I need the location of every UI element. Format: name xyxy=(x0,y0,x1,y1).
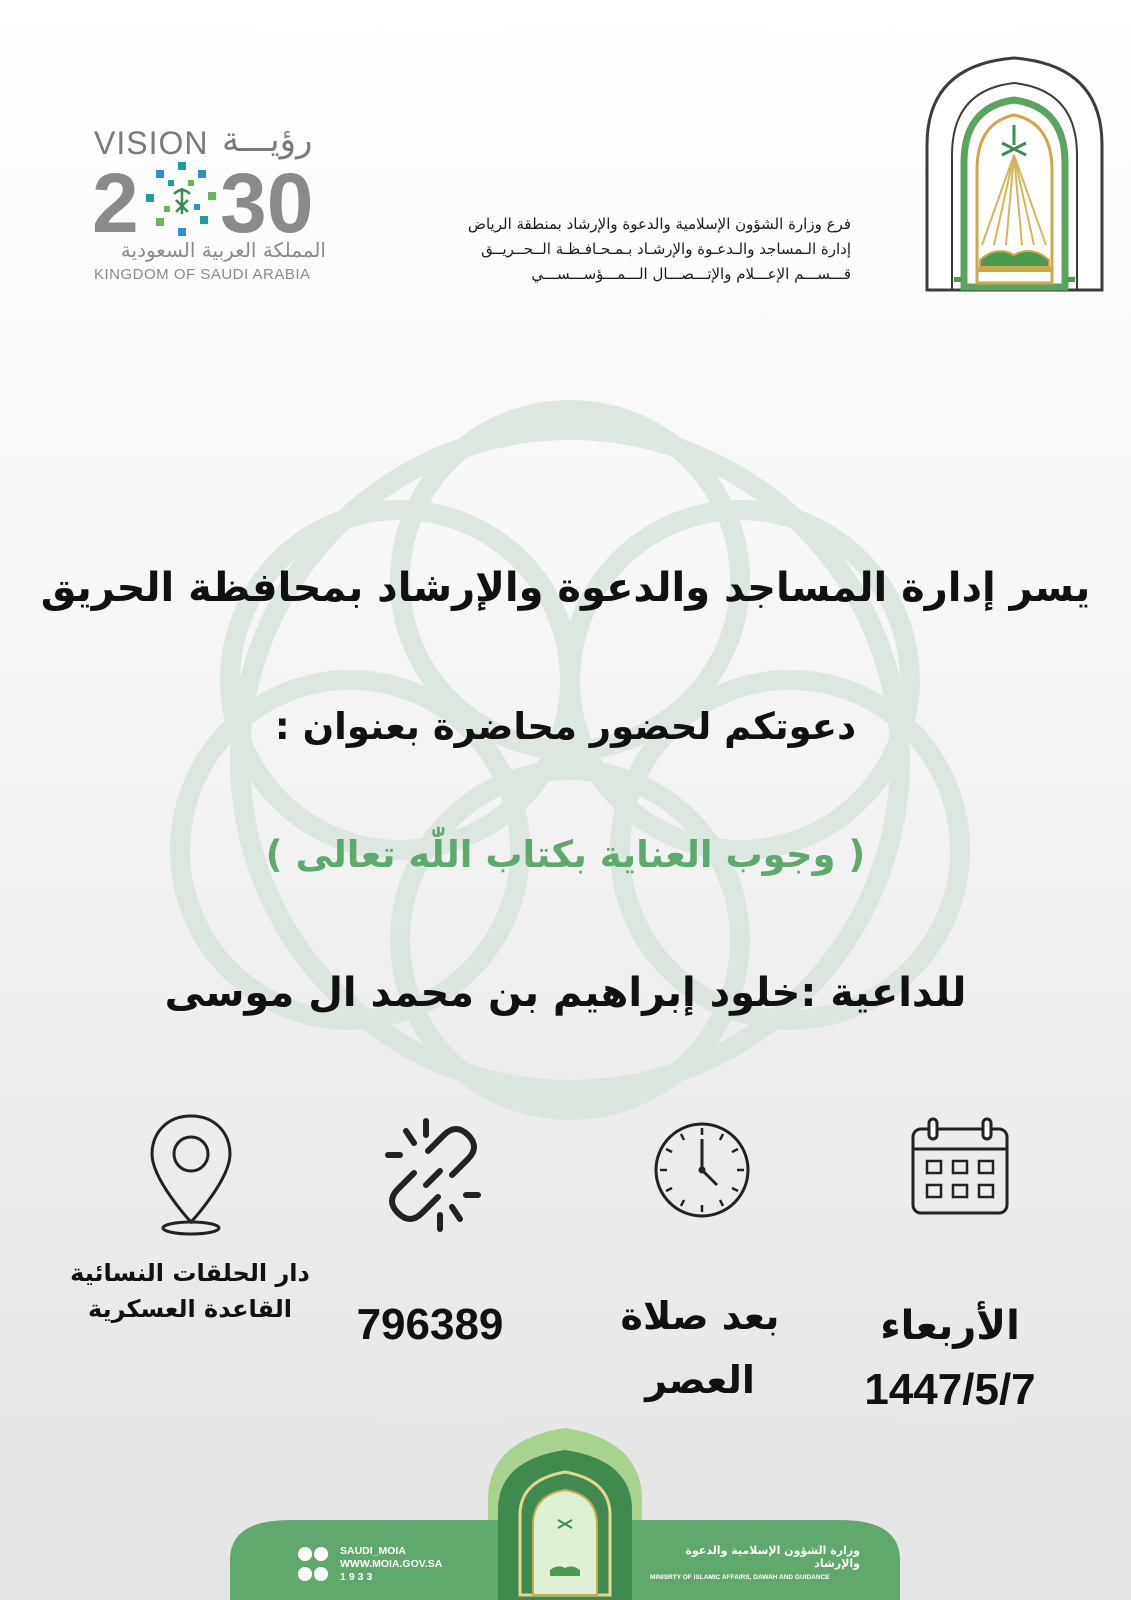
year-right: 30 xyxy=(220,156,314,250)
time-text xyxy=(580,1284,820,1412)
vision-emblem-icon xyxy=(142,160,222,240)
invitation-line-2: دعوتكم لحضور محاضرة بعنوان : xyxy=(274,705,857,748)
footer-website[interactable]: WWW.MOIA.GOV.SA xyxy=(340,1558,443,1570)
footer-contact xyxy=(340,1545,442,1584)
header-text xyxy=(391,212,851,287)
speaker-name: للداعية :خلود إبراهيم بن محمد ال موسى xyxy=(164,970,967,1016)
social-icons xyxy=(297,1546,329,1586)
whatsapp-icon[interactable] xyxy=(314,1567,328,1581)
kingdom-english: KINGDOM OF SAUDI ARABIA xyxy=(94,266,311,283)
footer-ministry xyxy=(650,1544,860,1581)
location-line-1: دار الحلقات النسائية xyxy=(70,1259,310,1287)
footer-year: 1933 xyxy=(340,1571,376,1583)
vision-label: VISION xyxy=(94,125,209,161)
instagram-icon[interactable] xyxy=(314,1547,328,1561)
location-line-2: القاعدة العسكرية xyxy=(88,1295,292,1323)
date-block xyxy=(840,1294,1060,1422)
header-line-section: قـــســـم الإعـــلام والإتـــصـــال الـــمـــؤســـســـي xyxy=(531,265,851,283)
ministry-emblem-icon xyxy=(922,55,1107,295)
footer-ministry-arabic: وزارة الشؤون الإسلامية والدعوة والإرشاد xyxy=(685,1544,860,1570)
clock-icon xyxy=(647,1115,757,1245)
background-pattern xyxy=(0,380,1131,1140)
broken-link-icon xyxy=(378,1115,488,1245)
facebook-icon[interactable] xyxy=(298,1567,312,1581)
date-value: 1447/5/7 xyxy=(864,1365,1036,1414)
header-line-branch: فرع وزارة الشؤون الإسلامية والدعوة والإرشاد بمنطقة الرياض xyxy=(467,215,851,233)
day-name: الأربعاء xyxy=(880,1303,1020,1349)
kingdom-arabic: المملكة العربية السعودية xyxy=(120,238,326,262)
header-line-department: إدارة الـمساجد والـدعـوة والإرشـاد بـمـحـافـظـة الــحــريــق xyxy=(481,240,851,258)
footer-handle[interactable]: SAUDI_MOIA xyxy=(340,1545,406,1557)
location-text xyxy=(40,1255,340,1327)
lecture-title: ( وجوب العناية بكتاب اللّٰه تعالى ) xyxy=(265,833,866,876)
time-line-2: العصر xyxy=(645,1358,755,1402)
time-line-1: بعد صلاة xyxy=(620,1294,780,1338)
calendar-icon xyxy=(905,1115,1015,1245)
snapchat-icon[interactable] xyxy=(298,1547,312,1561)
vision-2030-logo xyxy=(92,120,342,290)
link-code: 796389 xyxy=(356,1300,504,1349)
year-left: 2 xyxy=(92,156,139,250)
location-pin-icon xyxy=(136,1110,246,1240)
invitation-line-1: يسر إدارة المساجد والدعوة والإرشاد بمحافظة الحريق xyxy=(40,565,1091,611)
vision-arabic: رؤيـــة xyxy=(222,120,313,160)
footer-ministry-english: MINISRTY OF ISLAMIC AFFAIRS, DAWAH AND GUIDANCE xyxy=(650,1574,830,1581)
